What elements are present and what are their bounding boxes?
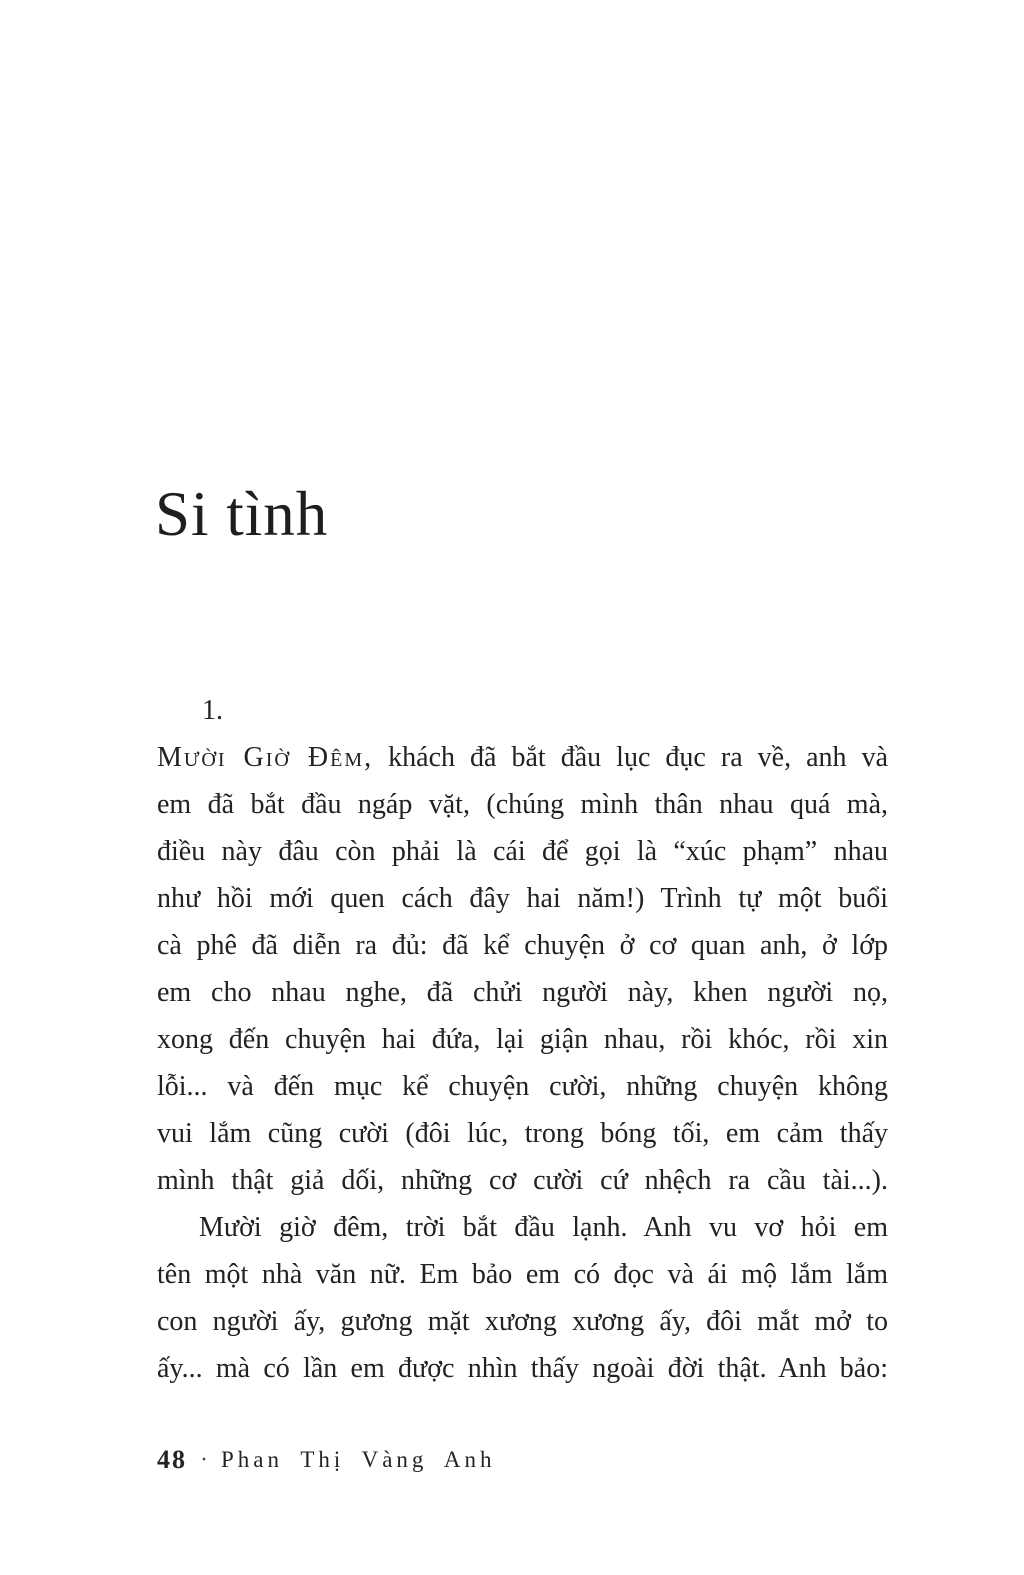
text-line: mình thật giả dối, những cơ cười cứ nhệch ra cầu tài...). xyxy=(157,1165,888,1196)
text-line: lỗi... và đến mục kể chuyện cười, những chuyện không xyxy=(157,1071,888,1102)
text-line: vui lắm cũng cười (đôi lúc, trong bóng tối, em cảm thấy xyxy=(157,1118,888,1149)
text-line: tên một nhà văn nữ. Em bảo em có đọc và ái mộ lắm lắm xyxy=(157,1259,888,1290)
text-line: ấy... mà có lần em được nhìn thấy ngoài đời thật. Anh bảo: xyxy=(157,1353,888,1384)
text-line: như hồi mới quen cách đây hai năm!) Trình tự một buổi xyxy=(157,883,888,914)
separator-dot: · xyxy=(200,1447,208,1473)
text-line: Mười Giờ Đêm, khách đã bắt đầu lục đục ra về, anh và xyxy=(157,742,888,773)
text-line: xong đến chuyện hai đứa, lại giận nhau, rồi khóc, rồi xin xyxy=(157,1024,888,1055)
text-line: con người ấy, gương mặt xương xương ấy, đôi mắt mở to xyxy=(157,1306,888,1337)
smallcaps-lead: Mười Giờ Đêm, xyxy=(157,742,374,773)
text-line: em đã bắt đầu ngáp vặt, (chúng mình thân nhau quá mà, xyxy=(157,789,888,820)
body-text xyxy=(157,687,888,1392)
text-line: điều này đâu còn phải là cái để gọi là “xúc phạm” nhau xyxy=(157,836,888,867)
text-line: Mười giờ đêm, trời bắt đầu lạnh. Anh vu vơ hỏi em xyxy=(199,1212,888,1243)
page-footer xyxy=(157,1445,496,1475)
author-name: Phan Thị Vàng Anh xyxy=(221,1447,496,1472)
page-number: 48 xyxy=(157,1445,187,1474)
section-number: 1. xyxy=(202,695,223,726)
text-line: cà phê đã diễn ra đủ: đã kể chuyện ở cơ quan anh, ở lớp xyxy=(157,930,888,961)
chapter-title: Si tình xyxy=(155,479,329,549)
text-line: em cho nhau nghe, đã chửi người này, khen người nọ, xyxy=(157,977,888,1008)
